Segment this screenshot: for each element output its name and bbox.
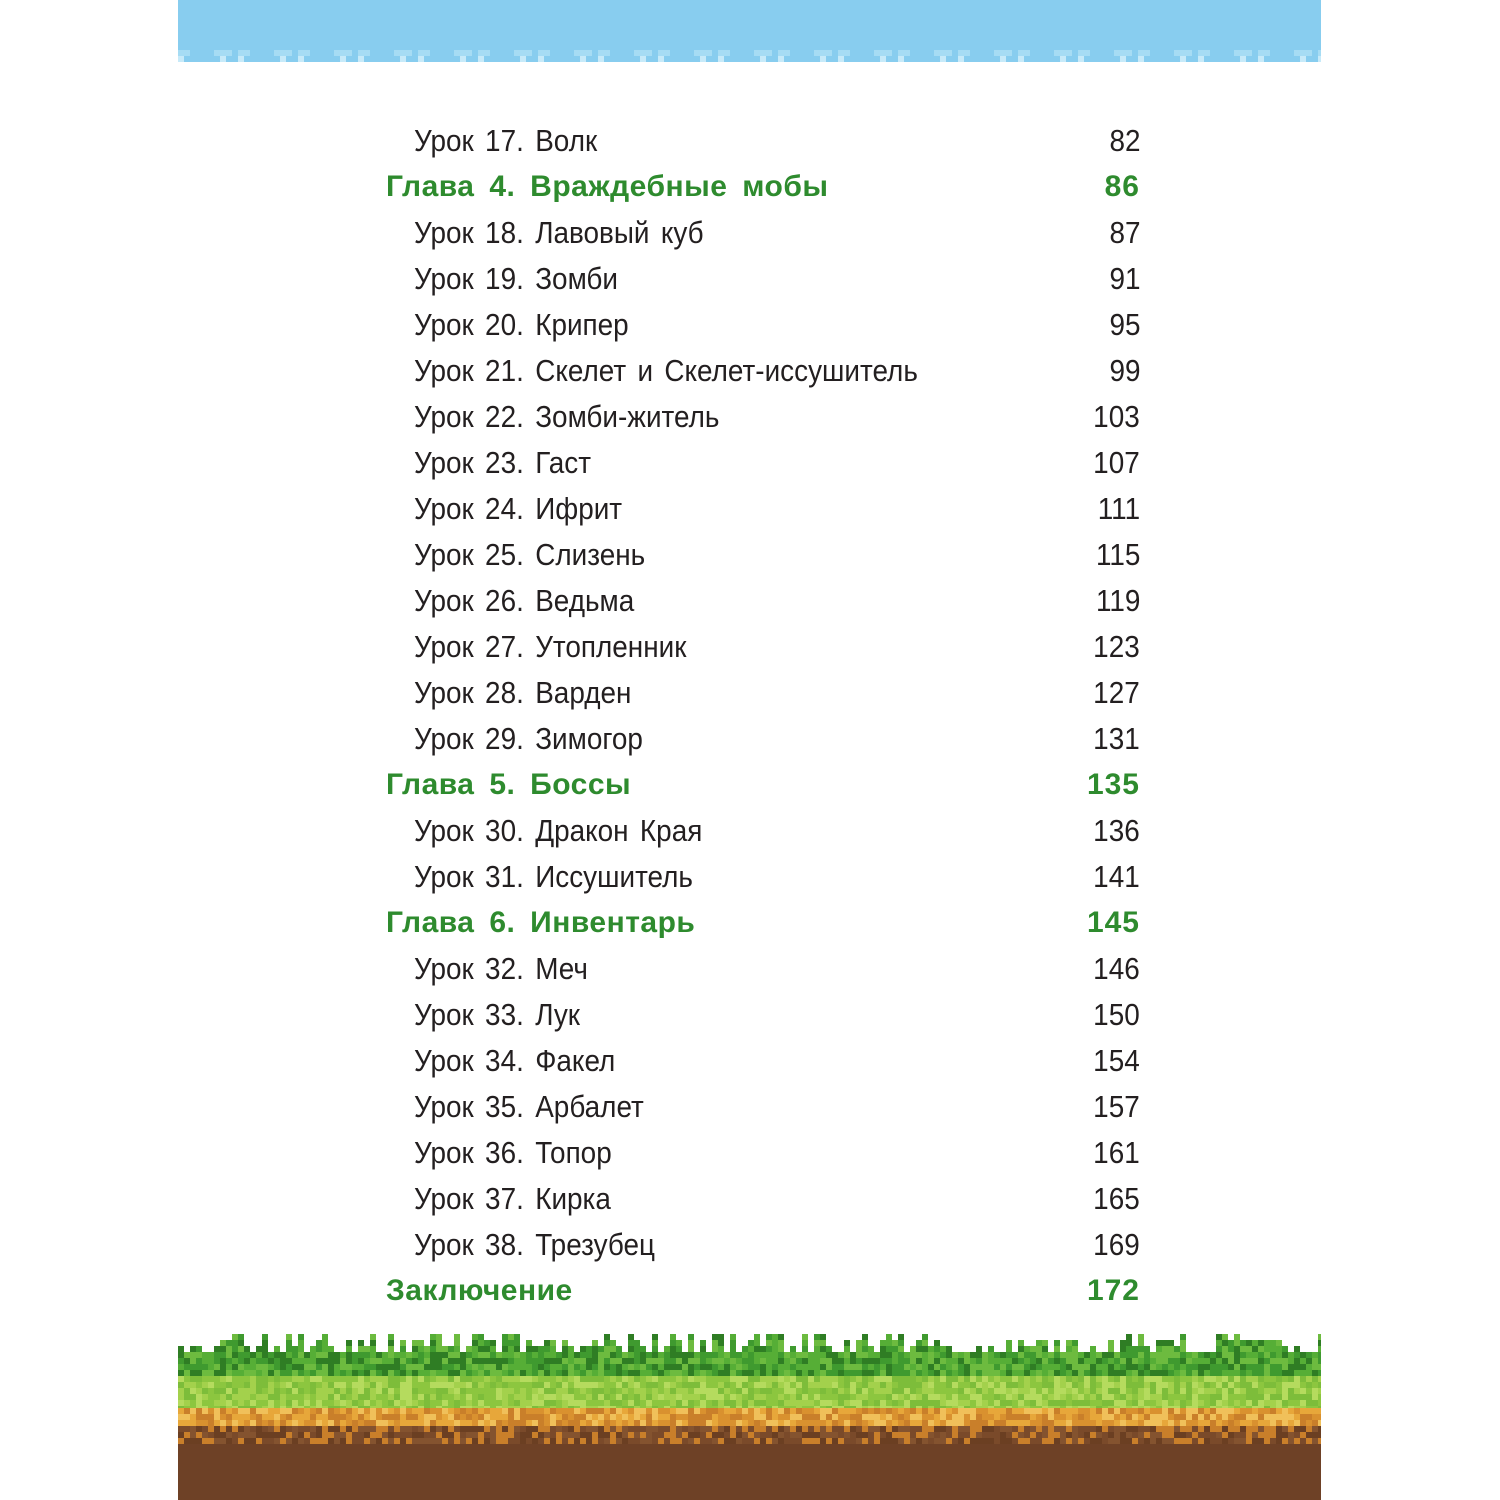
toc-entry-title: Урок 23. Гаст [414,445,591,480]
toc-entry-title: Урок 31. Иссушитель [414,859,693,894]
toc-entry-page-number: 103 [1093,399,1140,434]
toc-lesson-row [386,992,1140,1038]
toc-chapter-row [386,164,1140,210]
toc-entry-page-number: 161 [1093,1135,1140,1170]
toc-chapter-row [386,762,1140,808]
toc-entry-page-number: 123 [1093,629,1140,664]
toc-lesson-row [386,624,1140,670]
toc-entry-page-number: 127 [1093,675,1140,710]
toc-entry-title: Урок 34. Факел [414,1043,616,1078]
toc-entry-page-number: 135 [1086,768,1140,801]
toc-lesson-row [386,210,1140,256]
toc-entry-page-number: 95 [1108,307,1140,342]
toc-lesson-row [386,578,1140,624]
toc-entry-page-number: 87 [1108,215,1140,250]
toc-entry-title: Заключение [386,1274,573,1307]
toc-entry-page-number: 86 [1104,170,1140,203]
toc-lesson-row [386,1084,1140,1130]
toc-entry-title: Урок 37. Кирка [414,1181,611,1216]
toc-lesson-row [386,808,1140,854]
toc-entry-page-number: 107 [1093,445,1140,480]
toc-entry-title: Урок 38. Трезубец [414,1227,656,1262]
toc-lesson-row [386,302,1140,348]
toc-lesson-row [386,1222,1140,1268]
toc-entry-title: Урок 22. Зомби-житель [414,399,720,434]
pixel-sky-edge [178,44,1321,68]
toc-entry-page-number: 145 [1086,906,1140,939]
toc-entry-page-number: 99 [1108,353,1140,388]
toc-lesson-row [386,1176,1140,1222]
toc-chapter-row [386,900,1140,946]
toc-entry-page-number: 111 [1097,491,1140,526]
toc-entry-title: Глава 5. Боссы [386,768,632,801]
toc-entry-title: Урок 20. Крипер [414,307,629,342]
toc-entry-page-number: 115 [1095,537,1140,572]
toc-entry-title: Урок 24. Ифрит [414,491,623,526]
toc-entry-title: Урок 32. Меч [414,951,588,986]
toc-entry-page-number: 136 [1093,813,1140,848]
book-page [178,0,1321,1500]
toc-entry-page-number: 169 [1093,1227,1140,1262]
toc-entry-title: Урок 29. Зимогор [414,721,643,756]
toc-entry-page-number: 157 [1093,1089,1140,1124]
toc-entry-title: Урок 17. Волк [414,123,598,158]
pixel-ground-border [178,1330,1321,1500]
toc-entry-title: Урок 25. Слизень [414,537,646,572]
toc-lesson-row [386,670,1140,716]
toc-entry-title: Урок 19. Зомби [414,261,619,296]
toc-lesson-row [386,256,1140,302]
toc-lesson-row [386,716,1140,762]
toc-lesson-row [386,1130,1140,1176]
toc-entry-page-number: 131 [1093,721,1140,756]
toc-entry-title: Урок 35. Арбалет [414,1089,644,1124]
toc-lesson-row [386,486,1140,532]
toc-chapter-row [386,1268,1140,1314]
toc-entry-page-number: 146 [1093,951,1140,986]
toc-entry-title: Урок 26. Ведьма [414,583,635,618]
toc-entry-page-number: 119 [1095,583,1140,618]
toc-entry-title: Урок 36. Топор [414,1135,612,1170]
toc-entry-page-number: 172 [1086,1274,1140,1307]
toc-entry-title: Урок 33. Лук [414,997,580,1032]
toc-entry-page-number: 154 [1093,1043,1140,1078]
toc-lesson-row [386,946,1140,992]
toc-lesson-row [386,1038,1140,1084]
toc-entry-page-number: 91 [1108,261,1140,296]
toc-entry-title: Глава 4. Враждебные мобы [386,170,829,203]
toc-entry-title: Глава 6. Инвентарь [386,906,696,939]
toc-entry-page-number: 141 [1093,859,1140,894]
toc-lesson-row [386,440,1140,486]
toc-entry-title: Урок 28. Варден [414,675,632,710]
toc-entry-page-number: 165 [1093,1181,1140,1216]
toc-entry-page-number: 150 [1093,997,1140,1032]
table-of-contents [386,118,1140,1314]
toc-lesson-row [386,348,1140,394]
toc-entry-title: Урок 18. Лавовый куб [414,215,704,250]
toc-lesson-row [386,118,1140,164]
toc-entry-title: Урок 21. Скелет и Скелет-иссушитель [414,353,918,388]
toc-lesson-row [386,532,1140,578]
toc-entry-title: Урок 30. Дракон Края [414,813,703,848]
toc-entry-page-number: 82 [1108,123,1140,158]
toc-entry-title: Урок 27. Утопленник [414,629,687,664]
toc-lesson-row [386,394,1140,440]
toc-lesson-row [386,854,1140,900]
